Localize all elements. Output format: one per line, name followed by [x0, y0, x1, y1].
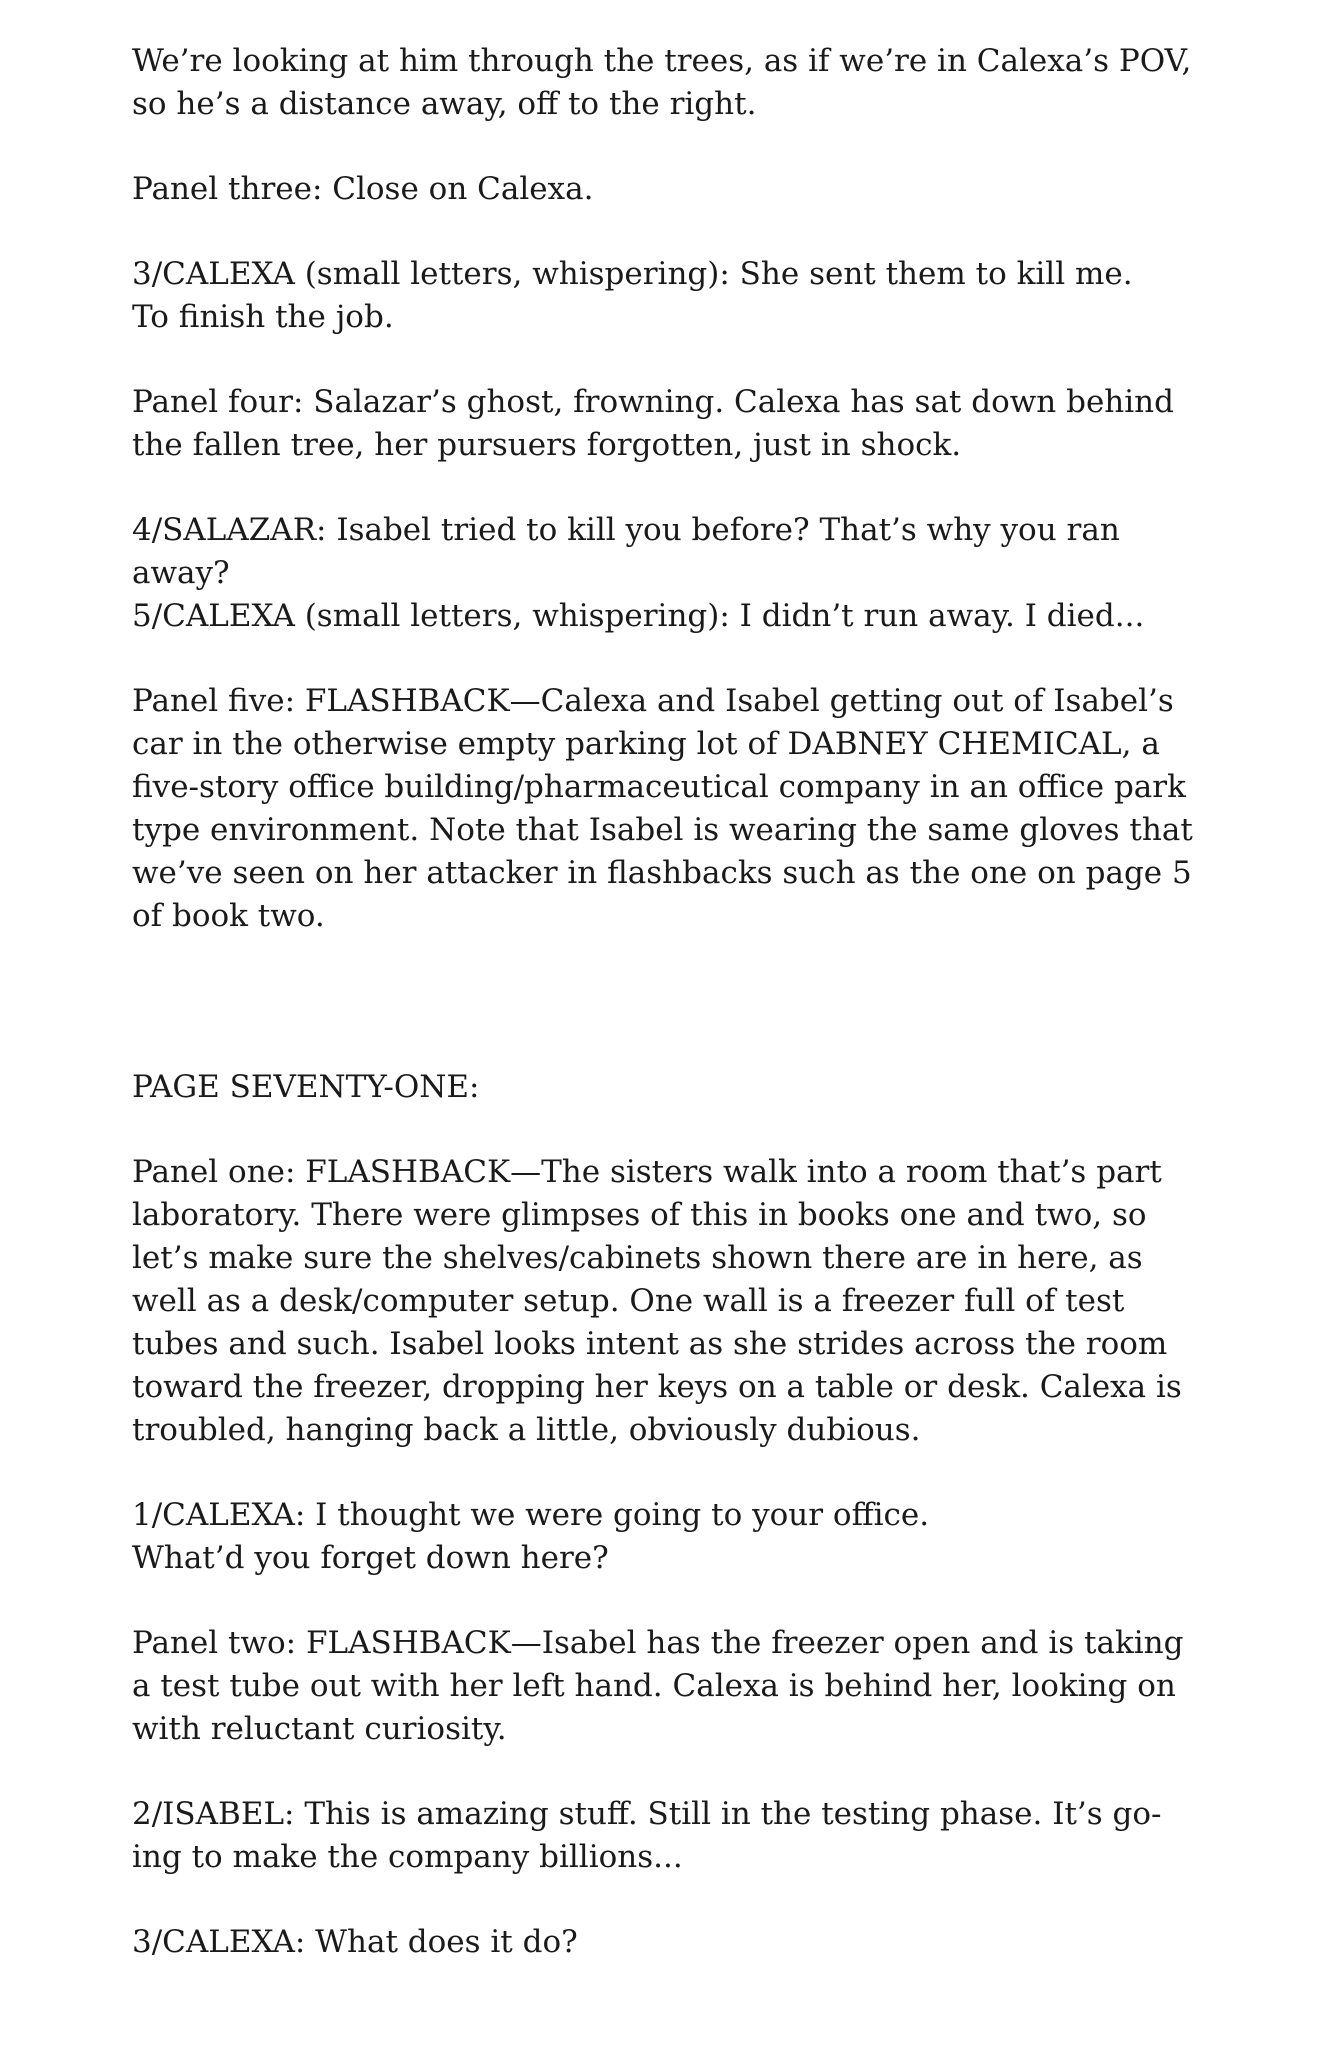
text-line: ing to make the company billions...: [132, 1839, 683, 1875]
dialogue-salazar-calexa: [132, 509, 1282, 638]
text-line: Panel one: FLASHBACK—The sisters walk into a room that’s part: [132, 1154, 1162, 1190]
panel-three-heading: [132, 168, 1282, 211]
text-line: a test tube out with her left hand. Calexa is behind her, looking on: [132, 1668, 1176, 1704]
text-line: 2/ISABEL: This is amazing stuff. Still in the testing phase. It’s go-: [132, 1796, 1162, 1832]
text-line: tubes and such. Isabel looks intent as she strides across the room: [132, 1326, 1168, 1362]
page-heading: [132, 1066, 1282, 1109]
text-line: 3/CALEXA: What does it do?: [132, 1924, 578, 1960]
text-line: the fallen tree, her pursuers forgotten, just in shock.: [132, 427, 962, 463]
panel-five-description: [132, 680, 1282, 938]
text-line: car in the otherwise empty parking lot of DABNEY CHEMICAL, a: [132, 726, 1160, 762]
text-line: troubled, hanging back a little, obviously dubious.: [132, 1412, 921, 1448]
text-line: Panel five: FLASHBACK—Calexa and Isabel getting out of Isabel’s: [132, 683, 1174, 719]
text-line: 5/CALEXA (small letters, whispering): I didn’t run away. I died...: [132, 598, 1145, 634]
dialogue-calexa-1: [132, 1494, 1282, 1580]
panel-two-description: [132, 1622, 1282, 1751]
panel-one-description: [132, 1151, 1282, 1452]
text-line: with reluctant curiosity.: [132, 1711, 507, 1747]
scene-description: [132, 40, 1282, 126]
text-line: PAGE SEVENTY-ONE:: [132, 1069, 480, 1105]
text-line: well as a desk/computer setup. One wall is a freezer full of test: [132, 1283, 1125, 1319]
text-line: 4/SALAZAR: Isabel tried to kill you before? That’s why you ran: [132, 512, 1120, 548]
panel-four-description: [132, 381, 1282, 467]
text-line: laboratory. There were glimpses of this in books one and two, so: [132, 1197, 1147, 1233]
text-line: toward the freezer, dropping her keys on a table or desk. Calexa is: [132, 1369, 1182, 1405]
dialogue-isabel-2: [132, 1793, 1282, 1879]
text-line: we’ve seen on her attacker in flashbacks such as the one on page 5: [132, 855, 1192, 891]
text-line: so he’s a distance away, off to the right.: [132, 86, 757, 122]
text-line: Panel four: Salazar’s ghost, frowning. Calexa has sat down behind: [132, 384, 1174, 420]
text-line: What’d you forget down here?: [132, 1540, 609, 1576]
text-line: of book two.: [132, 898, 325, 934]
text-line: 3/CALEXA (small letters, whispering): She sent them to kill me.: [132, 256, 1133, 292]
text-line: five-story office building/pharmaceutical company in an office park: [132, 769, 1186, 805]
text-line: type environment. Note that Isabel is wearing the same gloves that: [132, 812, 1193, 848]
text-line: To finish the job.: [132, 299, 394, 335]
text-line: away?: [132, 555, 230, 591]
text-line: 1/CALEXA: I thought we were going to your office.: [132, 1497, 930, 1533]
text-line: Panel two: FLASHBACK—Isabel has the freezer open and is taking: [132, 1625, 1184, 1661]
dialogue-calexa-3: [132, 253, 1282, 339]
script-content: [132, 40, 1282, 1964]
text-line: let’s make sure the shelves/cabinets shown there are in here, as: [132, 1240, 1143, 1276]
text-line: Panel three: Close on Calexa.: [132, 171, 594, 207]
text-line: We’re looking at him through the trees, as if we’re in Calexa’s POV,: [132, 43, 1192, 79]
dialogue-calexa-3-question: [132, 1921, 1282, 1964]
